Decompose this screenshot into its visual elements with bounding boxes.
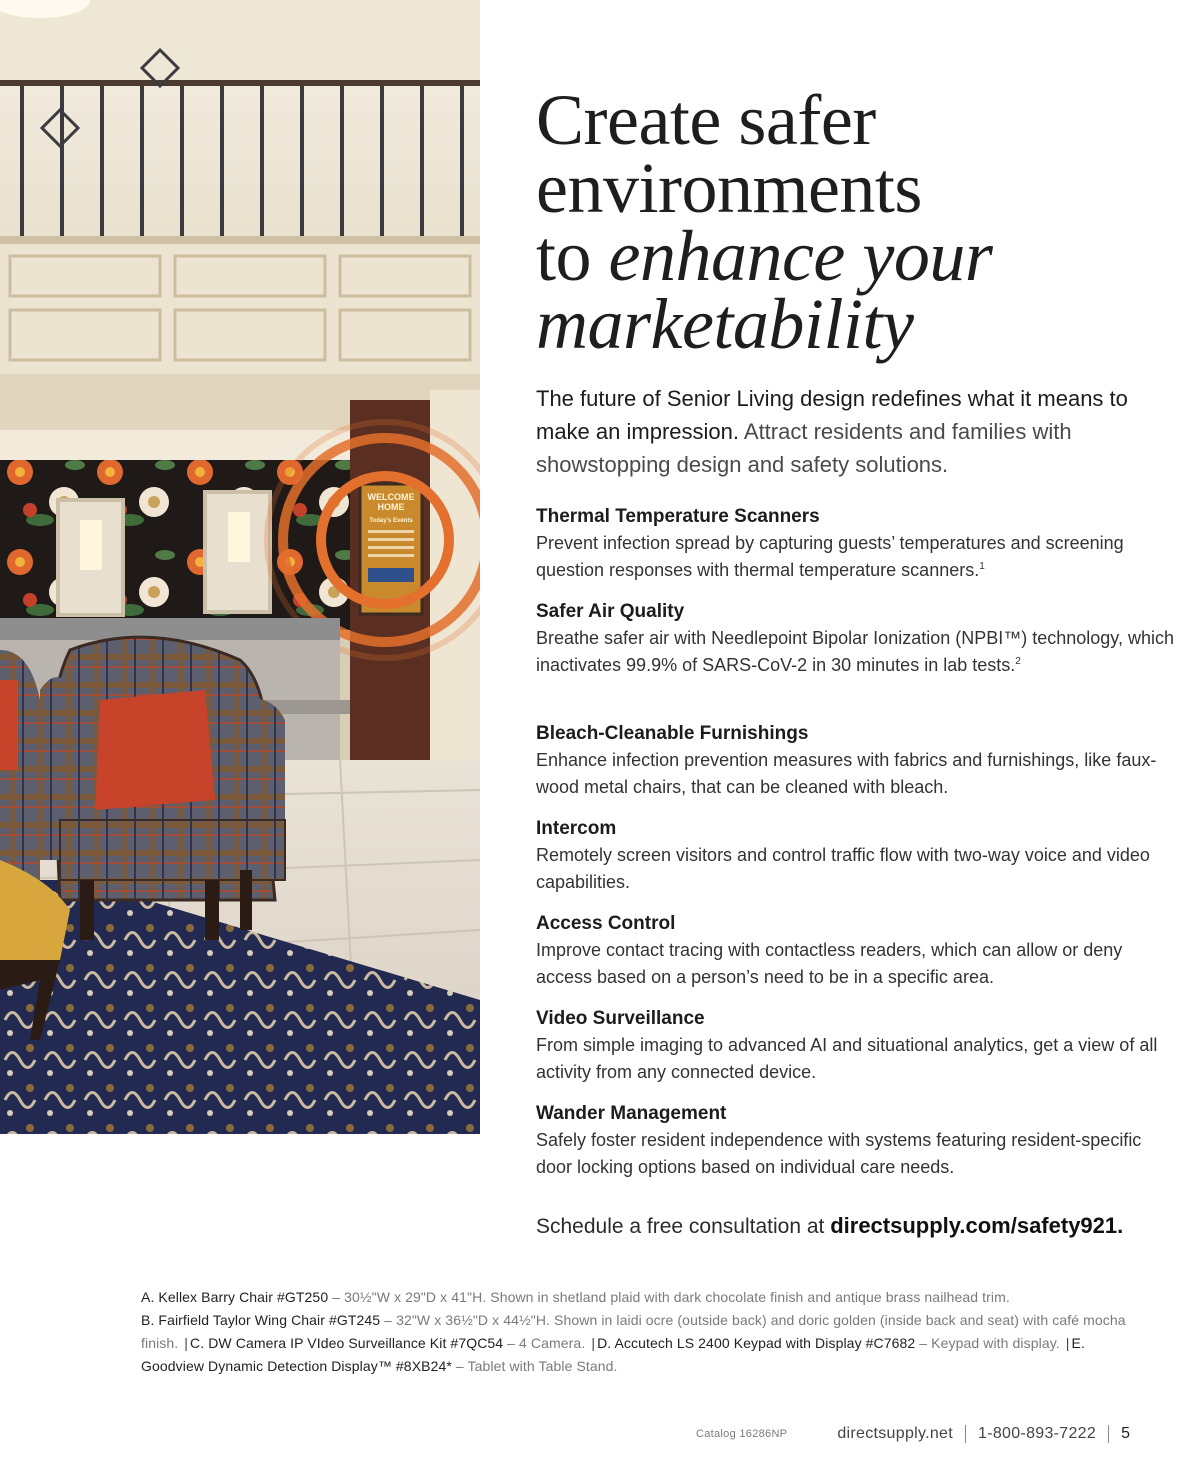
intro-lead: The future of Senior Living design redefines what it means to make an impression. <box>536 386 1128 444</box>
caption-a-desc: – 30½"W x 29"D x 41"H. Shown in shetland plaid with dark chocolate finish and antique brass nailhead trim. <box>328 1289 1010 1305</box>
feature-list <box>536 504 1176 1196</box>
footer-website-link[interactable]: directsupply.net <box>837 1425 954 1442</box>
caption-e-name: E. Goodview Dynamic Detection Display™ #8XB24* <box>141 1335 1085 1374</box>
caption-b-name: B. Fairfield Taylor Wing Chair #GT245 <box>141 1312 381 1328</box>
feature-wander-management <box>536 1101 1176 1196</box>
caption-c-desc: – 4 Camera. <box>503 1335 586 1351</box>
headline-line4 <box>536 284 992 364</box>
sign-line2: HOME <box>377 502 405 512</box>
lobby-photo <box>0 0 480 1134</box>
feature-video-surveillance <box>536 1006 1176 1101</box>
intro-rest: Attract residents and families with showstopping design and safety solutions. <box>536 419 1072 477</box>
feature-body: Improve contact tracing with contactless readers, which can allow or deny access based on a person’s need to be in a specific area. <box>536 940 1123 987</box>
feature-title: Access Control <box>536 913 676 934</box>
footnote-marker: 1 <box>979 561 985 572</box>
feature-body-text: Prevent infection spread by capturing guests’ temperatures and screening question responses with thermal temperature scanners. <box>536 533 1124 580</box>
feature-bleach-cleanable <box>536 721 1176 816</box>
headline-line4-italic: marketability <box>536 284 914 364</box>
headline-line3 <box>536 216 993 296</box>
footer-divider <box>1108 1425 1109 1443</box>
page-number: 5 <box>1121 1425 1130 1442</box>
intro-paragraph <box>536 382 1156 481</box>
caption-c-name: C. DW Camera IP VIdeo Surveillance Kit #7QC54 <box>190 1335 504 1351</box>
feature-title: Safer Air Quality <box>536 601 685 622</box>
caption-separator: | <box>1065 1335 1070 1351</box>
feature-thermal-scanners <box>536 504 1176 599</box>
footer-phone[interactable]: 1-800-893-7222 <box>978 1425 1097 1442</box>
feature-title: Intercom <box>536 818 617 839</box>
caption-d-desc: – Keypad with display. <box>915 1335 1060 1351</box>
feature-body: Remotely screen visitors and control traffic flow with two-way voice and video capabilities. <box>536 845 1150 892</box>
cta-text: Schedule a free consultation at <box>536 1215 831 1238</box>
caption-separator: | <box>591 1335 596 1351</box>
feature-title: Video Surveillance <box>536 1008 705 1029</box>
page-footer <box>696 1422 1130 1446</box>
sign-line1: WELCOME <box>367 492 415 502</box>
headline-line3-italic: enhance your <box>608 216 993 296</box>
caption-separator: | <box>184 1335 189 1351</box>
sign-line3: Today's Events <box>369 518 413 524</box>
footnote-marker: 2 <box>1015 656 1021 667</box>
feature-body <box>536 625 1176 679</box>
caption-a-name: A. Kellex Barry Chair #GT250 <box>141 1289 329 1305</box>
cta-link[interactable]: directsupply.com/safety921. <box>830 1213 1124 1238</box>
consultation-cta <box>536 1210 1123 1243</box>
catalog-number: Catalog 16286NP <box>695 1428 788 1440</box>
feature-title: Bleach-Cleanable Furnishings <box>536 723 809 744</box>
feature-title: Thermal Temperature Scanners <box>536 506 820 527</box>
caption-d-name: D. Accutech LS 2400 Keypad with Display #C7682 <box>597 1335 916 1351</box>
feature-air-quality <box>536 599 1176 721</box>
caption-b-desc: – 32"W x 36½"D x 44½"H. Shown in laidi ocre (outside back) and doric golden (inside back and seat) with café mocha finish. <box>141 1312 1126 1351</box>
footer-divider <box>965 1425 966 1443</box>
page-headline <box>536 80 993 364</box>
feature-body: Safely foster resident independence with systems featuring resident-specific door locking options based on individual care needs. <box>536 1130 1142 1177</box>
headline-line1: Create safer <box>536 80 876 160</box>
lobby-illustration <box>0 0 480 1134</box>
feature-body: From simple imaging to advanced AI and situational analytics, get a view of all activity from any connected device. <box>536 1035 1158 1082</box>
feature-intercom <box>536 816 1176 911</box>
product-captions <box>141 1286 1126 1378</box>
feature-body-text: Breathe safer air with Needlepoint Bipolar Ionization (NPBI™) technology, which inactivates 99.9% of SARS-CoV-2 in 30 minutes in lab tests. <box>536 628 1174 675</box>
feature-body: Enhance infection prevention measures with fabrics and furnishings, like faux-wood metal chairs, that can be cleaned with bleach. <box>536 750 1157 797</box>
headline-line3-plain: to <box>536 216 609 296</box>
feature-body <box>536 530 1176 584</box>
headline-line2: environments <box>536 148 922 228</box>
feature-access-control <box>536 911 1176 1006</box>
feature-title: Wander Management <box>536 1103 727 1124</box>
caption-e-desc: – Tablet with Table Stand. <box>451 1358 618 1374</box>
